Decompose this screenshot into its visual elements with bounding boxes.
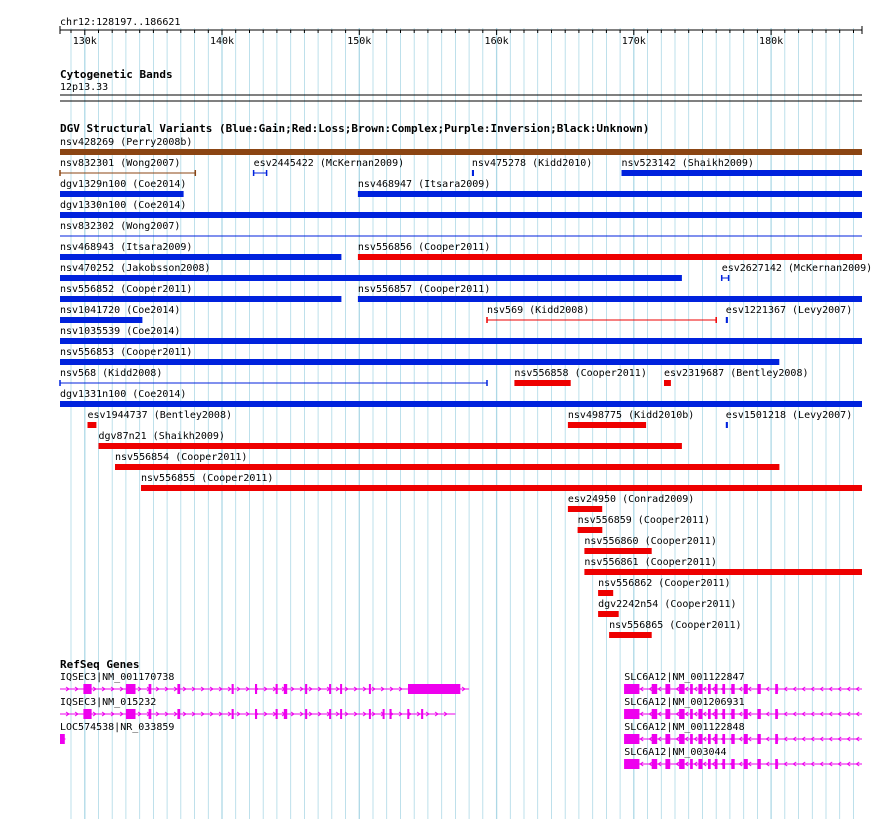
gene-exon bbox=[60, 734, 65, 744]
variant-label: nsv556859 (Cooper2011) bbox=[577, 515, 711, 526]
variant-label: nsv556855 (Cooper2011) bbox=[141, 473, 274, 484]
gene-exon bbox=[708, 759, 711, 769]
gene-exon bbox=[284, 709, 287, 719]
gene-exon bbox=[690, 759, 693, 769]
variant-label: nsv832301 (Wong2007) bbox=[60, 158, 181, 169]
gene-exon bbox=[744, 684, 748, 694]
variant-nsv569 bbox=[487, 305, 716, 323]
gene-label: IQSEC3|NM_015232 bbox=[60, 697, 157, 708]
variant-bar bbox=[578, 527, 603, 533]
variant-bar bbox=[60, 275, 682, 281]
gene-exon bbox=[731, 759, 734, 769]
gene-NM_001170738 bbox=[60, 672, 469, 694]
variant-nsv556855 bbox=[141, 473, 862, 491]
gene-exon bbox=[708, 709, 711, 719]
gene-exon bbox=[731, 684, 734, 694]
variant-bar bbox=[664, 380, 671, 386]
variant-nsv468947 bbox=[358, 179, 862, 197]
gene-exon bbox=[340, 684, 342, 694]
gene-exon bbox=[679, 684, 685, 694]
gene-label: IQSEC3|NM_001170738 bbox=[60, 672, 175, 683]
region-label: chr12:128197..186621 bbox=[60, 17, 181, 28]
gene-exon bbox=[369, 684, 371, 694]
variant-bar bbox=[622, 170, 863, 176]
gene-exon bbox=[329, 709, 331, 719]
cytoband-track-title: Cytogenetic Bands bbox=[60, 68, 173, 81]
variant-bar bbox=[60, 149, 862, 155]
dgv-track bbox=[60, 137, 872, 638]
variant-label: nsv556854 (Cooper2011) bbox=[115, 452, 248, 463]
gene-label: SLC6A12|NM_001122847 bbox=[624, 672, 745, 683]
variant-label: nsv556857 (Cooper2011) bbox=[357, 284, 491, 295]
gene-NM_015232 bbox=[60, 697, 455, 719]
variant-label: nsv556852 (Cooper2011) bbox=[60, 284, 193, 295]
variant-bar bbox=[60, 317, 142, 323]
variant-bar bbox=[99, 443, 682, 449]
gene-exon bbox=[757, 684, 760, 694]
gene-exon bbox=[407, 709, 409, 719]
gene-exon bbox=[715, 684, 718, 694]
variant-label: dgv1329n100 (Coe2014) bbox=[60, 179, 187, 190]
variant-bar bbox=[141, 485, 862, 491]
variant-nsv556858 bbox=[514, 368, 646, 386]
variant-label: esv2627142 (McKernan2009) bbox=[721, 263, 873, 274]
gene-label: SLC6A12|NM_001206931 bbox=[624, 697, 745, 708]
gene-exon bbox=[744, 709, 748, 719]
variant-esv2319687 bbox=[664, 368, 809, 386]
gene-exon bbox=[679, 709, 685, 719]
gene-exon bbox=[652, 709, 658, 719]
variant-nsv832302 bbox=[60, 221, 862, 236]
variant-label: nsv556862 (Cooper2011) bbox=[598, 578, 731, 589]
variant-bar bbox=[514, 380, 570, 386]
gene-exon bbox=[652, 684, 658, 694]
variant-label: nsv523142 (Shaikh2009) bbox=[621, 158, 754, 169]
gene-exon bbox=[757, 759, 760, 769]
gene-label: LOC574538|NR_033859 bbox=[60, 722, 175, 733]
gene-exon bbox=[744, 759, 748, 769]
gene-exon bbox=[715, 759, 718, 769]
gene-exon bbox=[775, 684, 778, 694]
gene-label: SLC6A12|NM_001122848 bbox=[624, 722, 745, 733]
variant-label: esv1944737 (Bentley2008) bbox=[87, 410, 232, 421]
variant-nsv556861 bbox=[584, 557, 862, 575]
ruler-tick-label: 150k bbox=[347, 36, 372, 47]
gene-exon bbox=[255, 684, 257, 694]
coordinate-ruler bbox=[60, 26, 862, 47]
variant-bar bbox=[568, 506, 602, 512]
variant-nsv556853 bbox=[60, 347, 779, 365]
variant-dgv1330n100 bbox=[60, 200, 862, 218]
gene-exon bbox=[177, 709, 180, 719]
variant-label: esv2445422 (McKernan2009) bbox=[253, 158, 405, 169]
variant-bar bbox=[358, 254, 862, 260]
variant-bar bbox=[60, 359, 779, 365]
gene-exon bbox=[305, 684, 307, 694]
gene-exon bbox=[232, 684, 234, 694]
variant-nsv1035539 bbox=[60, 326, 862, 344]
gene-exon bbox=[775, 759, 778, 769]
gene-exon bbox=[665, 709, 670, 719]
variant-label: esv2319687 (Bentley2008) bbox=[664, 368, 809, 379]
variant-esv2445422 bbox=[254, 158, 405, 176]
gene-exon bbox=[126, 684, 136, 694]
variant-bar bbox=[358, 191, 862, 197]
gene-utr-block bbox=[624, 759, 639, 769]
variant-label: nsv470252 (Jakobsson2008) bbox=[60, 263, 211, 274]
gene-exon bbox=[126, 709, 136, 719]
variant-label: nsv468947 (Itsara2009) bbox=[357, 179, 491, 190]
gene-exon bbox=[722, 684, 725, 694]
gene-exon bbox=[305, 709, 307, 719]
gene-exon bbox=[276, 709, 278, 719]
variant-nsv556859 bbox=[578, 515, 710, 533]
variant-bar bbox=[726, 317, 728, 323]
gene-exon bbox=[690, 709, 693, 719]
ruler-tick-label: 140k bbox=[209, 36, 235, 47]
variant-dgv87n21 bbox=[99, 431, 682, 449]
gene-utr-block bbox=[624, 709, 639, 719]
variant-dgv1329n100 bbox=[60, 179, 186, 197]
gene-exon bbox=[690, 684, 693, 694]
variant-bar bbox=[60, 401, 862, 407]
variant-nsv556857 bbox=[358, 284, 862, 302]
variant-label: nsv428269 (Perry2008b) bbox=[60, 137, 193, 148]
variant-bar bbox=[88, 422, 97, 428]
variant-nsv468943 bbox=[60, 242, 341, 260]
variant-nsv556862 bbox=[598, 578, 730, 596]
gene-exon bbox=[369, 709, 371, 719]
variant-dgv1331n100 bbox=[60, 389, 862, 407]
gene-exon bbox=[149, 709, 152, 719]
gene-exon bbox=[722, 709, 725, 719]
gene-exon bbox=[383, 709, 385, 719]
gene-utr-block bbox=[624, 684, 639, 694]
variant-esv1501218 bbox=[726, 410, 852, 428]
variant-esv1221367 bbox=[726, 305, 852, 323]
variant-label: dgv2242n54 (Cooper2011) bbox=[598, 599, 737, 610]
gene-exon bbox=[679, 734, 685, 744]
gene-exon bbox=[757, 709, 760, 719]
variant-bar bbox=[584, 548, 651, 554]
ruler-tick-label: 180k bbox=[759, 36, 784, 47]
variant-label: esv1221367 (Levy2007) bbox=[725, 305, 853, 316]
gene-exon bbox=[757, 734, 760, 744]
variant-label: nsv498775 (Kidd2010b) bbox=[567, 410, 695, 421]
variant-bar bbox=[60, 296, 341, 302]
gene-exon bbox=[698, 759, 702, 769]
variant-bar bbox=[584, 569, 862, 575]
variant-label: nsv1041720 (Coe2014) bbox=[60, 305, 181, 316]
gene-exon bbox=[698, 709, 702, 719]
refseq-track-title: RefSeq Genes bbox=[60, 658, 140, 671]
variant-label: dgv87n21 (Shaikh2009) bbox=[98, 431, 225, 442]
gene-exon bbox=[232, 709, 234, 719]
gene-exon bbox=[775, 734, 778, 744]
gene-exon bbox=[255, 709, 257, 719]
gene-exon bbox=[329, 684, 331, 694]
variant-label: nsv556861 (Cooper2011) bbox=[584, 557, 717, 568]
variant-nsv1041720 bbox=[60, 305, 180, 323]
variant-bar bbox=[472, 170, 474, 176]
gene-exon bbox=[652, 759, 658, 769]
gene-exon bbox=[665, 734, 670, 744]
variant-bar bbox=[60, 254, 341, 260]
variant-bar bbox=[115, 464, 779, 470]
variant-nsv568 bbox=[60, 368, 487, 386]
variant-label: nsv556858 (Cooper2011) bbox=[514, 368, 647, 379]
gene-exon bbox=[679, 759, 685, 769]
ruler-tick-label: 170k bbox=[621, 36, 646, 47]
variant-bar bbox=[60, 338, 862, 344]
refseq-track bbox=[60, 672, 862, 769]
variant-bar bbox=[358, 296, 862, 302]
variant-label: dgv1331n100 (Coe2014) bbox=[60, 389, 187, 400]
variant-nsv556852 bbox=[60, 284, 341, 302]
gene-exon bbox=[421, 709, 423, 719]
variant-bar bbox=[598, 611, 619, 617]
gene-exon bbox=[775, 709, 778, 719]
variant-label: nsv556860 (Cooper2011) bbox=[584, 536, 717, 547]
variant-label: nsv569 (Kidd2008) bbox=[487, 305, 590, 316]
variant-label: nsv568 (Kidd2008) bbox=[60, 368, 163, 379]
variant-nsv556856 bbox=[358, 242, 862, 260]
gene-exon bbox=[708, 734, 711, 744]
variant-bar bbox=[568, 422, 646, 428]
variant-nsv428269 bbox=[60, 137, 862, 155]
ruler-tick-label: 130k bbox=[72, 36, 97, 47]
variant-label: nsv556856 (Cooper2011) bbox=[357, 242, 491, 253]
gene-exon bbox=[690, 734, 693, 744]
variant-nsv556860 bbox=[584, 536, 716, 554]
gene-exon bbox=[83, 684, 91, 694]
variant-esv1944737 bbox=[88, 410, 233, 428]
gene-exon bbox=[698, 684, 702, 694]
gene-exon bbox=[149, 684, 152, 694]
gene-exon bbox=[708, 684, 711, 694]
gene-exon bbox=[698, 734, 702, 744]
gene-exon bbox=[722, 759, 725, 769]
gene-utr-block bbox=[408, 684, 460, 694]
cytoband-label: 12p13.33 bbox=[60, 82, 109, 93]
variant-label: dgv1330n100 (Coe2014) bbox=[60, 200, 187, 211]
gene-exon bbox=[652, 734, 658, 744]
gene-exon bbox=[390, 709, 392, 719]
gene-exon bbox=[715, 709, 718, 719]
variant-label: nsv556865 (Cooper2011) bbox=[609, 620, 742, 631]
gene-exon bbox=[284, 684, 287, 694]
variant-label: nsv1035539 (Coe2014) bbox=[60, 326, 181, 337]
gene-NR_033859 bbox=[60, 722, 174, 744]
gene-exon bbox=[731, 709, 734, 719]
gene-label: SLC6A12|NM_003044 bbox=[624, 747, 727, 758]
variant-nsv556854 bbox=[115, 452, 779, 470]
variant-bar bbox=[60, 191, 184, 197]
variant-nsv832301 bbox=[60, 158, 195, 176]
variant-bar bbox=[609, 632, 652, 638]
gene-exon bbox=[340, 709, 342, 719]
gene-exon bbox=[744, 734, 748, 744]
variant-label: nsv475278 (Kidd2010) bbox=[471, 158, 593, 169]
gene-exon bbox=[665, 684, 670, 694]
variant-label: esv24950 (Conrad2009) bbox=[567, 494, 695, 505]
variant-label: nsv468943 (Itsara2009) bbox=[60, 242, 193, 253]
gene-exon bbox=[722, 734, 725, 744]
gene-exon bbox=[665, 759, 670, 769]
variant-bar bbox=[60, 212, 862, 218]
gene-exon bbox=[731, 734, 734, 744]
dgv-track-title: DGV Structural Variants (Blue:Gain;Red:Loss;Brown:Complex;Purple:Inversion;Black:Unknown) bbox=[60, 122, 650, 135]
variant-nsv475278 bbox=[472, 158, 592, 176]
gene-exon bbox=[83, 709, 91, 719]
variant-bar bbox=[598, 590, 613, 596]
variant-nsv470252 bbox=[60, 263, 682, 281]
gene-exon bbox=[276, 684, 278, 694]
variant-label: nsv832302 (Wong2007) bbox=[60, 221, 181, 232]
ruler-tick-label: 160k bbox=[484, 36, 509, 47]
variant-bar bbox=[726, 422, 728, 428]
variant-label: nsv556853 (Cooper2011) bbox=[60, 347, 193, 358]
gene-utr-block bbox=[624, 734, 639, 744]
gene-exon bbox=[715, 734, 718, 744]
variant-label: esv1501218 (Levy2007) bbox=[725, 410, 853, 421]
gene-exon bbox=[177, 684, 180, 694]
variant-esv2627142 bbox=[722, 263, 873, 281]
